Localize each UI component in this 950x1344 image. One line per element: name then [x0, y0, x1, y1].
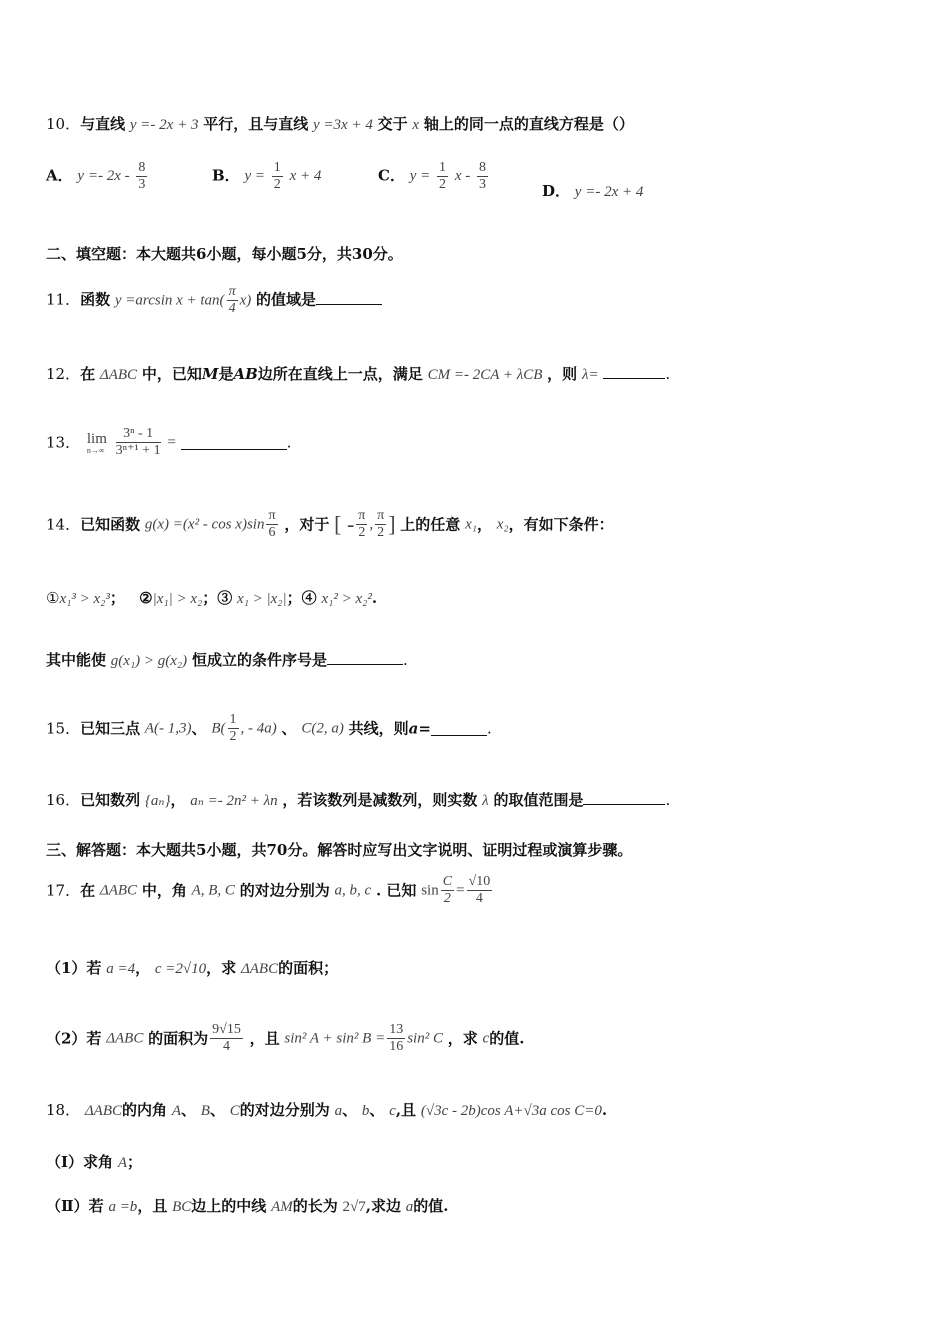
q14-question — [46, 648, 408, 673]
q15-point-b: B( — [211, 720, 226, 737]
condition-3: x₁ > |x₂| — [237, 591, 287, 607]
q18-side-a: a — [334, 1103, 343, 1119]
q17-text-1: 在 — [80, 881, 96, 900]
question-13 — [46, 426, 291, 459]
q16-period: . — [665, 791, 671, 809]
q17b-label: （2）若 — [46, 1029, 102, 1048]
q13-answer-blank[interactable] — [181, 435, 287, 450]
q17b-equation: sin² A + sin² B = — [284, 1030, 386, 1047]
question-16 — [46, 788, 670, 813]
q17b-text-1: 的面积为 — [148, 1029, 209, 1048]
q17b-fraction: $\frac{13}{16}$ — [389, 1022, 404, 1054]
q18b-text-3: 的长为 — [292, 1197, 338, 1215]
q11-equation-end: x) — [239, 292, 252, 309]
q14-interval-frac-right: $\frac{\pi}{2}$ — [377, 508, 385, 540]
q18-sep-4: 、 — [369, 1101, 385, 1119]
q17a-text: ，求 — [206, 959, 237, 977]
q14-function: g(x) =(x² - cos x)sin — [144, 516, 265, 533]
question-11 — [46, 284, 382, 317]
q12-point-m: M — [201, 365, 219, 383]
q18-side-b: b — [361, 1103, 370, 1119]
q17-angles: A, B, C — [191, 882, 235, 899]
question-10 — [46, 112, 634, 137]
q10-option-d[interactable] — [542, 180, 643, 201]
q12-text-4: 边所在直线上一点，满足 — [257, 365, 423, 383]
q14-interval-left: [ - — [334, 511, 355, 537]
q17-part-1 — [46, 956, 338, 981]
q18-text-3: ,且 — [395, 1101, 417, 1119]
q10-option-a[interactable] — [46, 160, 149, 193]
q18-angle-a: A — [171, 1103, 181, 1119]
q10-x-variable: x — [412, 117, 420, 133]
q10-option-b[interactable] — [212, 160, 321, 193]
q17a-comma: ， — [135, 959, 151, 977]
option-b-equation: y = — [244, 168, 265, 184]
option-a-fraction: $\frac{8}{3}$ — [138, 160, 146, 192]
q16-sequence: {aₙ} — [144, 793, 171, 809]
q15-point-a: A(- 1,3) — [144, 720, 192, 737]
q14-comma: ， — [476, 515, 492, 534]
q12-period: . — [665, 365, 671, 383]
option-c-fraction-2: $\frac{8}{3}$ — [479, 160, 487, 192]
option-c-equation-mid: x - — [454, 168, 471, 184]
q16-text-1: 已知数列 — [80, 791, 141, 809]
q12-text-3: 是 — [218, 365, 234, 383]
q15-point-c: C(2, a) — [301, 720, 344, 737]
q15-number: 15． — [46, 719, 81, 738]
option-b-label: B． — [212, 166, 240, 185]
q17a-a: a =4 — [106, 961, 136, 977]
q17-number: 17． — [46, 881, 81, 900]
q13-number: 13． — [46, 433, 81, 452]
q12-text-1: 在 — [80, 365, 96, 383]
q18b-bc: BC — [172, 1199, 192, 1215]
q18-text-1: 的内角 — [122, 1101, 168, 1119]
q16-formula: aₙ =- 2n² + λn — [190, 793, 278, 809]
q15-text-2: 共线，则 — [348, 719, 409, 738]
option-d-equation: y =- 2x + 4 — [574, 184, 644, 200]
section-2-heading: 二、填空题：本大题共6小题，每小题5分，共30分。 — [46, 245, 403, 263]
condition-2-label: ② — [139, 589, 153, 607]
q17b-text-4: 的值. — [489, 1029, 525, 1048]
question-17 — [46, 874, 494, 907]
condition-4-end: . — [371, 589, 378, 607]
q18-angle-b: B — [200, 1103, 210, 1119]
q13-limit: lim n→∞ — [86, 430, 107, 455]
q10-number: 10． — [46, 115, 81, 133]
q18b-equation: a =b — [108, 1199, 138, 1215]
q15-text-1: 已知三点 — [80, 719, 141, 738]
q16-text-2: ，若该数列是减数列，则实数 — [282, 791, 478, 809]
q18a-label: （Ⅰ）求角 — [46, 1153, 114, 1171]
q10-line-equation-2: y =3x + 4 — [313, 117, 373, 133]
q12-vector-equation: CM =- 2CA + λCB — [427, 367, 543, 383]
q17b-text-2: ，且 — [249, 1029, 280, 1048]
condition-2: |x₁| > x₂ — [152, 591, 203, 607]
q18-equation: (√3c - 2b)cos A+√3a cos C=0 — [420, 1103, 602, 1119]
q14-x2: x₂ — [496, 516, 509, 533]
section-3-heading: 三、解答题：本大题共5小题，共70分。解答时应写出文字说明、证明过程或演算步骤。 — [46, 841, 633, 859]
q17-fraction-half-c: $\frac{C}{2}$ — [442, 874, 453, 906]
q17b-triangle: ΔABC — [106, 1030, 144, 1047]
q17-sides: a, b, c — [334, 882, 372, 899]
q18b-am: AM — [271, 1199, 293, 1215]
q14-x1: x₁ — [465, 516, 477, 533]
q11-text-2: 的值域是 — [256, 290, 317, 309]
q10-option-c[interactable] — [378, 160, 490, 193]
q15-sep-2: 、 — [281, 719, 297, 738]
q14-interval-frac-left: $\frac{\pi}{2}$ — [358, 508, 366, 540]
condition-3-sep: ；④ — [286, 589, 317, 607]
q18-period: . — [601, 1101, 608, 1119]
q16-text-3: 的取值范围是 — [493, 791, 584, 809]
q18b-text-5: 的值. — [413, 1197, 449, 1215]
q15-answer-blank[interactable] — [431, 721, 487, 736]
option-a-label: A． — [46, 166, 73, 185]
q18b-text-1: ，且 — [137, 1197, 168, 1215]
q13-equals: = — [167, 434, 176, 451]
question-15 — [46, 712, 492, 745]
q11-fraction: $\frac{\pi}{4}$ — [228, 284, 236, 316]
option-b-fraction: $\frac{1}{2}$ — [273, 160, 281, 192]
q14-number: 14． — [46, 515, 81, 534]
option-a-equation: y =- 2x - — [77, 168, 130, 184]
q17-text-2: 中，角 — [141, 881, 187, 900]
q18-sep-3: 、 — [342, 1101, 358, 1119]
q18a-angle: A — [117, 1155, 127, 1171]
q14-text-1: 已知函数 — [80, 515, 141, 534]
question-14 — [46, 508, 614, 541]
q17-text-3: 的对边分别为 — [239, 881, 330, 900]
q18-sep-2: 、 — [209, 1101, 225, 1119]
q10-line-equation-1: y =- 2x + 3 — [129, 117, 199, 133]
q14-fraction: $\frac{\pi}{6}$ — [268, 508, 276, 540]
q18b-length: 2√7 — [342, 1199, 366, 1215]
q14d-period: . — [402, 651, 408, 669]
q15-fraction: $\frac{1}{2}$ — [229, 712, 237, 744]
q18-number: 18． — [46, 1101, 81, 1119]
q18b-text-4: ,求边 — [365, 1197, 402, 1215]
q18-angle-c: C — [229, 1103, 240, 1119]
question-18 — [46, 1098, 607, 1123]
condition-1-sep: ； — [109, 589, 125, 607]
q17-equals: = — [456, 882, 465, 899]
q12-segment-ab: AB — [233, 365, 258, 383]
q14-conditions — [46, 586, 377, 611]
q16-comma: ， — [170, 791, 186, 809]
q15-a: a= — [408, 719, 431, 738]
option-c-equation: y = — [409, 168, 431, 184]
q14-text-2: ，对于 — [284, 515, 330, 534]
q17a-triangle: ΔABC — [240, 961, 279, 977]
q14d-text-2: 恒成立的条件序号是 — [191, 651, 327, 669]
q16-lambda: λ — [482, 793, 489, 809]
q11-text-1: 函数 — [80, 290, 111, 309]
q17b-area-fraction: $\frac{9√15}{4}$ — [212, 1022, 241, 1054]
q12-triangle: ΔABC — [99, 367, 138, 383]
q18-sep-1: 、 — [180, 1101, 196, 1119]
option-b-equation-tail: x + 4 — [289, 168, 322, 184]
option-c-label: C． — [378, 166, 405, 185]
q17-part-2 — [46, 1022, 524, 1055]
q14-text-5: ，有如下条件： — [508, 515, 614, 534]
q15-period: . — [486, 719, 492, 738]
q17a-c: c =2√10 — [154, 961, 207, 977]
condition-4: x₁² > x₂² — [321, 591, 372, 607]
q10-text-3: 交于 — [377, 115, 408, 133]
q12-text-5: ，则 — [547, 365, 578, 383]
q12-lambda: λ= — [581, 367, 599, 383]
q18b-a: a — [405, 1199, 414, 1215]
q18-part-2 — [46, 1194, 449, 1219]
q17-fraction-value: $\frac{√10}{4}$ — [468, 874, 491, 906]
option-c-fraction: $\frac{1}{2}$ — [439, 160, 447, 192]
q18-side-c: c — [389, 1103, 396, 1119]
q14-text-3: 上的任意 — [400, 515, 461, 534]
q17-text-4: . 已知 — [375, 881, 417, 900]
q14d-inequality: g(x₁) > g(x₂) — [110, 653, 188, 669]
q13-period: . — [286, 433, 292, 452]
q17a-label: （1）若 — [46, 959, 102, 977]
q17b-equation-end: sin² C — [407, 1030, 443, 1047]
condition-1: x₁³ > x₂³ — [59, 591, 110, 607]
condition-2-sep: ；③ — [202, 589, 233, 607]
q14-interval-comma: , — [369, 516, 374, 533]
q10-text-1: 与直线 — [80, 115, 126, 133]
question-12 — [46, 362, 670, 387]
condition-1-label: ① — [46, 589, 60, 607]
q11-number: 11． — [46, 290, 81, 309]
q10-text-4: 轴上的同一点的直线方程是（） — [423, 115, 634, 133]
q15-point-b-end: , - 4a) — [240, 720, 277, 737]
q17-triangle: ΔABC — [99, 882, 138, 899]
q15-sep-1: 、 — [191, 719, 207, 738]
q11-answer-blank[interactable] — [316, 290, 382, 305]
q14-answer-blank[interactable] — [327, 650, 403, 665]
q18-text-2: 的对边分别为 — [239, 1101, 330, 1119]
q10-text-2: 平行，且与直线 — [203, 115, 309, 133]
q16-number: 16． — [46, 791, 81, 809]
option-d-label: D． — [542, 182, 571, 200]
q12-answer-blank[interactable] — [603, 364, 665, 379]
q18a-end: ； — [126, 1153, 142, 1171]
q12-text-2: 中，已知 — [141, 365, 202, 383]
q14d-text-1: 其中能使 — [46, 651, 107, 669]
q18-triangle: ΔABC — [84, 1103, 123, 1119]
q11-equation: y =arcsin x + tan( — [114, 292, 225, 309]
q17-sin: sin — [421, 882, 439, 899]
q13-fraction: $\frac{\text{3ⁿ - 1}}{\text{3ⁿ⁺¹ + 1}}$ — [115, 426, 161, 458]
q17b-c: c — [482, 1030, 490, 1047]
q12-number: 12． — [46, 365, 81, 383]
q17b-text-3: ，求 — [447, 1029, 478, 1048]
q18b-text-2: 边上的中线 — [191, 1197, 267, 1215]
q18b-label: （Ⅱ）若 — [46, 1197, 104, 1215]
q17a-text-2: 的面积； — [278, 959, 339, 977]
q18-part-1 — [46, 1150, 142, 1175]
q14-interval-right: ] — [388, 511, 396, 537]
q16-answer-blank[interactable] — [583, 790, 665, 805]
